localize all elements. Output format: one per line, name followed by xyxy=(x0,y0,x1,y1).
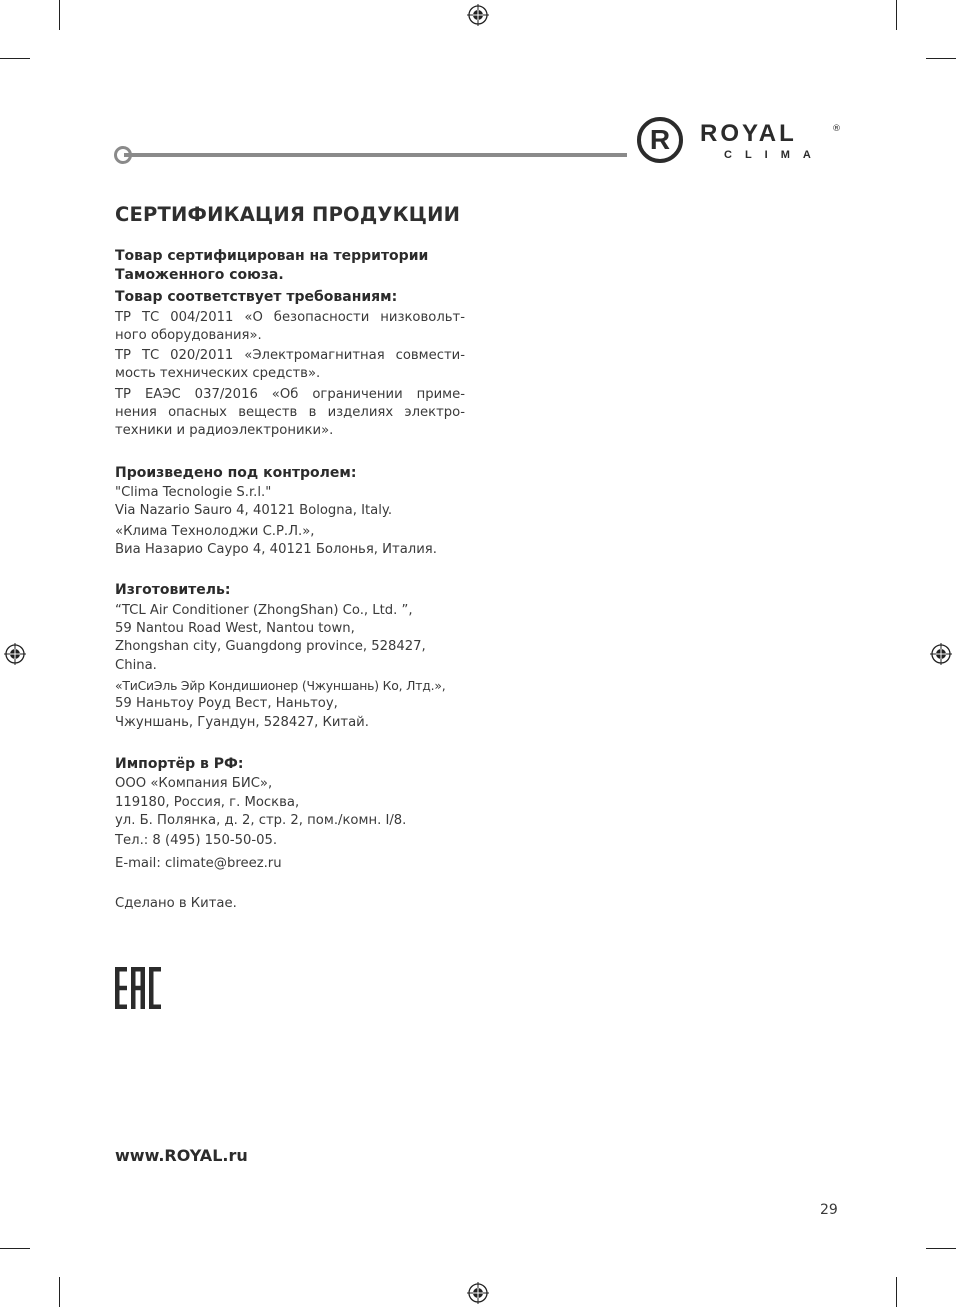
importer-heading: Импортёр в РФ: xyxy=(115,755,244,772)
registration-mark-icon xyxy=(930,643,952,665)
royal-clima-logo xyxy=(636,116,846,164)
manufacturer-cyrillic: «ТиСиЭль Эйр Кондишионер (Чжуншань) Ко, Лтд.», 59 Наньтоу Роуд Вест, Наньтоу, Чжуншань, Гуандун, 528427, Китай. xyxy=(115,677,446,730)
logo-text-main: ROYAL xyxy=(700,120,797,147)
importer-phone: Тел.: 8 (495) 150-50-05. xyxy=(115,833,278,849)
crop-mark xyxy=(896,1277,897,1307)
certified-line: Товар сертифицирован на территории xyxy=(115,248,429,264)
logo-text-sub: CLIMA xyxy=(724,149,824,161)
made-in: Сделано в Китае. xyxy=(115,895,237,911)
crop-mark xyxy=(0,58,30,59)
requirement-item: ТР ТС 020/2011 «Электромагнитная совмести- мость технических средств». xyxy=(115,348,465,382)
crop-mark xyxy=(0,1248,30,1249)
requirement-item: ТР ТС 004/2011 «О безопасности низковольт- ного оборудования». xyxy=(115,309,465,343)
website-link[interactable]: www.ROYAL.ru xyxy=(115,1146,248,1165)
importer-email: E-mail: climate@breez.ru xyxy=(115,855,282,871)
crop-mark xyxy=(59,1277,60,1307)
registration-mark-icon xyxy=(467,1282,489,1304)
logo-mark: R xyxy=(649,124,671,155)
manufacturer-latin: “TCL Air Conditioner (ZhongShan) Co., Ltd. ”, 59 Nantou Road West, Nantou town, Zhongshan city, Guangdong province, 528427, China. xyxy=(115,602,426,673)
header-rule xyxy=(124,153,627,157)
controlled-cyrillic: «Клима Технолоджи С.Р.Л.», Виа Назарио Сауро 4, 40121 Болонья, Италия. xyxy=(115,523,437,557)
crop-mark xyxy=(59,0,60,30)
registration-mark-icon xyxy=(467,4,489,26)
registration-mark-icon xyxy=(4,643,26,665)
logo-registered: ® xyxy=(832,124,841,134)
crop-mark xyxy=(926,1248,956,1249)
certified-line: Таможенного союза. xyxy=(115,266,284,283)
controlled-latin: "Clima Tecnologie S.r.l." Via Nazario Sauro 4, 40121 Bologna, Italy. xyxy=(115,485,393,519)
requirements-heading: Товар соответствует требованиям: xyxy=(115,289,398,305)
eac-mark-icon xyxy=(115,967,161,1009)
page-title: СЕРТИФИКАЦИЯ ПРОДУКЦИИ xyxy=(115,203,461,226)
importer-address: ООО «Компания БИС», 119180, Россия, г. Москва, ул. Б. Полянка, д. 2, стр. 2, пом./комн. I/8. xyxy=(115,776,407,828)
page-number: 29 xyxy=(820,1202,838,1218)
certification-content xyxy=(115,203,465,913)
crop-mark xyxy=(926,58,956,59)
crop-mark xyxy=(896,0,897,30)
manufacturer-heading: Изготовитель: xyxy=(115,582,231,599)
controlled-heading: Произведено под контролем: xyxy=(115,464,357,481)
requirement-item: ТР ЕАЭС 037/2016 «Об ограничении приме- нения опасных веществ в изделиях электро- техники и радиоэлектроники». xyxy=(115,386,465,439)
